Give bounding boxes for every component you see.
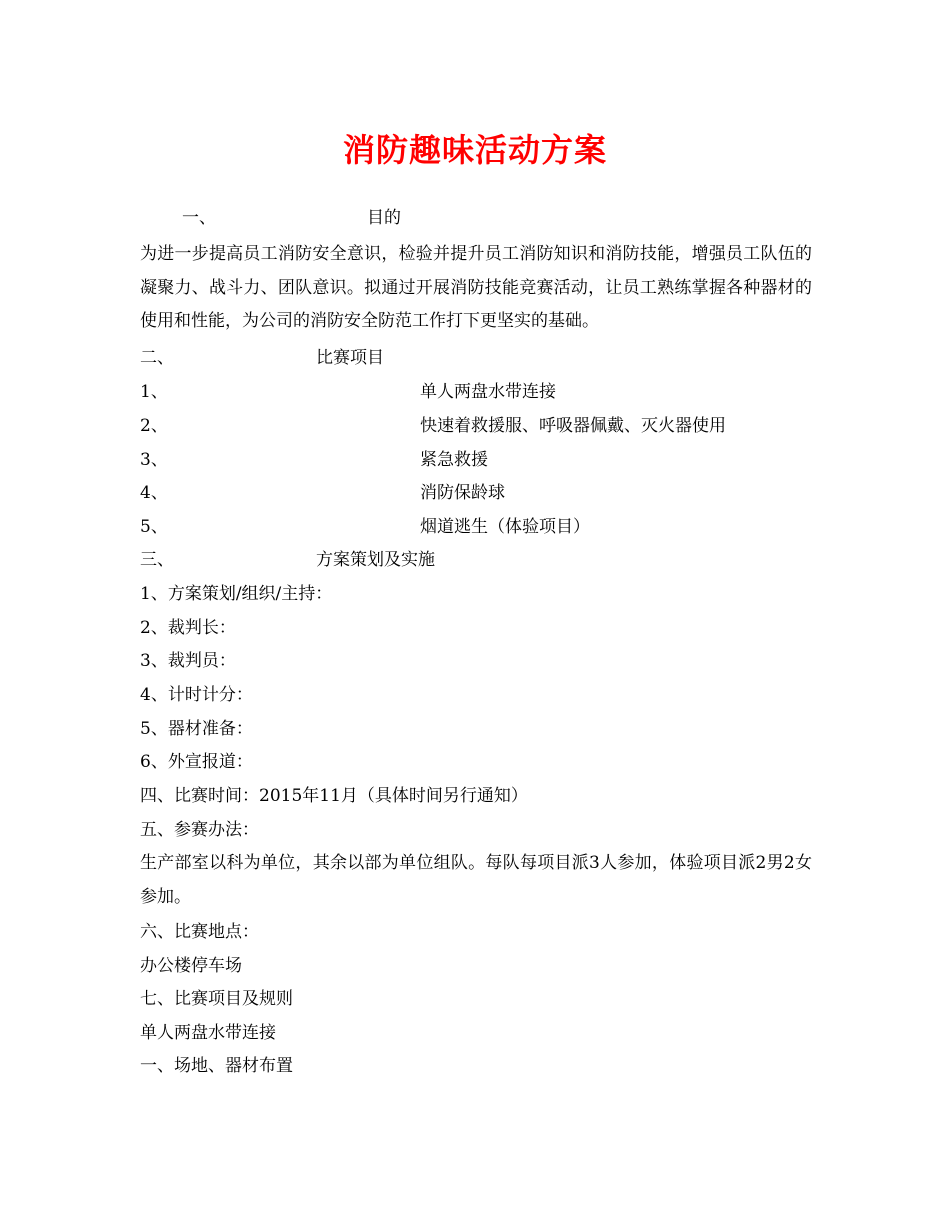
role-item: 2、裁判长： <box>140 618 236 638</box>
section-7-heading: 七、比赛项目及规则 <box>140 989 293 1009</box>
section-3-number: 三、 <box>140 550 174 570</box>
section-4-heading: 四、比赛时间：2015年11月（具体时间另行通知） <box>140 786 528 806</box>
section-6-heading: 六、比赛地点： <box>140 922 259 942</box>
role-item: 5、器材准备： <box>140 719 253 739</box>
section-2-number: 二、 <box>140 348 174 368</box>
role-item: 1、方案策划/组织/主持： <box>140 584 333 604</box>
event-3-label: 紧急救援 <box>420 450 488 470</box>
event-5-number: 5、 <box>140 517 168 537</box>
section-3-heading: 方案策划及实施 <box>316 550 435 570</box>
role-item: 4、计时计分： <box>140 685 253 705</box>
role-item: 3、裁判员： <box>140 651 236 671</box>
section-5-heading: 五、参赛办法： <box>140 820 259 840</box>
section-1-number: 一、 <box>182 208 216 228</box>
section-2-heading: 比赛项目 <box>316 348 384 368</box>
event-4-label: 消防保龄球 <box>420 483 505 503</box>
event-3-number: 3、 <box>140 450 168 470</box>
event-5-label: 烟道逃生（体验项目） <box>420 517 590 537</box>
event-4-number: 4、 <box>140 483 168 503</box>
event-heading: 单人两盘水带连接 <box>140 1023 276 1043</box>
event-1-number: 1、 <box>140 382 168 402</box>
event-1-label: 单人两盘水带连接 <box>420 382 556 402</box>
section-1-heading: 目的 <box>367 208 401 228</box>
subsection-heading: 一、场地、器材布置 <box>140 1056 293 1076</box>
role-item: 6、外宣报道： <box>140 752 253 772</box>
event-2-label: 快速着救援服、呼吸器佩戴、灭火器使用 <box>420 416 726 436</box>
event-2-number: 2、 <box>140 416 168 436</box>
section-5-body: 生产部室以科为单位，其余以部为单位组队。每队每项目派3人参加，体验项目派2男2女参加。 <box>140 853 812 907</box>
section-6-body: 办公楼停车场 <box>140 956 242 976</box>
section-1-body: 为进一步提高员工消防安全意识，检验并提升员工消防知识和消防技能，增强员工队伍的凝聚力、战斗力、团队意识。拟通过开展消防技能竞赛活动，让员工熟练掌握各种器材的使用和性能，为公司的消防安全防范工作打下更坚实的基础。 <box>140 244 812 331</box>
page-title: 消防趣味活动方案 <box>342 131 607 169</box>
